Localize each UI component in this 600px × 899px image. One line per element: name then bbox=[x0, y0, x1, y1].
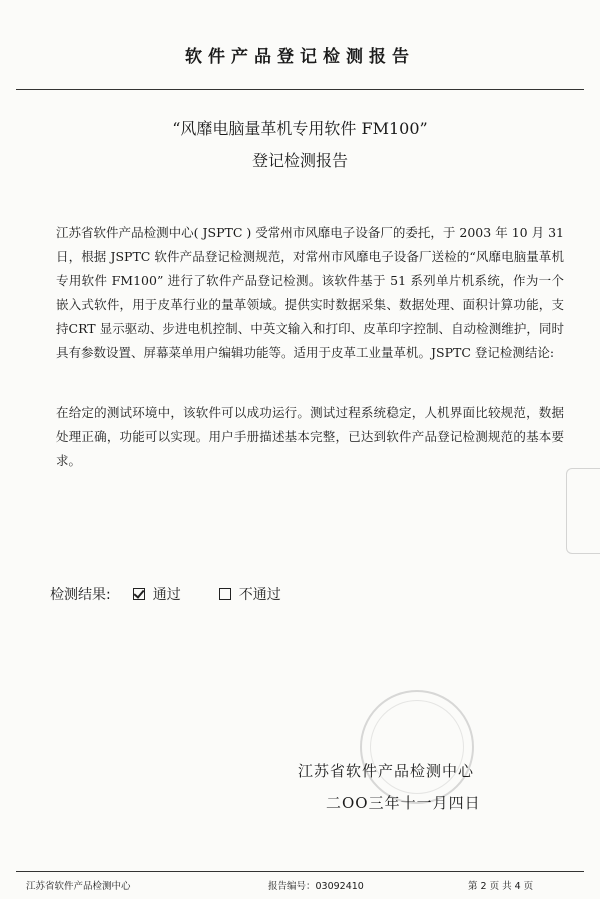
official-seal-stamp bbox=[360, 690, 474, 804]
test-result-row bbox=[50, 584, 319, 604]
pass-label: 通过 bbox=[152, 587, 181, 603]
footer-divider bbox=[16, 871, 584, 872]
fail-label: 不通过 bbox=[238, 587, 281, 603]
header-divider bbox=[16, 89, 584, 90]
result-option-pass bbox=[133, 584, 181, 604]
edge-seal-stamp bbox=[566, 468, 600, 554]
document-title: “风靡电脑量革机专用软件 FM100” bbox=[172, 119, 428, 138]
footer-report-number: 报告编号：03092410 bbox=[268, 881, 364, 892]
signing-organization: 江苏省软件产品检测中心 bbox=[298, 762, 475, 780]
result-option-fail bbox=[219, 584, 281, 604]
body-paragraph-1: 江苏省软件产品检测中心( JSPTC ) 受常州市风靡电子设备厂的委托，于 2003 年 10 月 31 日，根据 JSPTC 软件产品登记检测规范，对常州市风靡电子设备厂送检的“风靡电脑量革机专用软件 FM100” 进行了软件产品登记检测。该软件基于 51 系列单片机系统，作为一个嵌入式软件，用于皮革行业的量革领域。提供实时数据采集、数据处理、面积计算功能，支持CRT 显示驱动、步进电机控制、中英文输入和打印、皮革印字控制、自动检测维护，同时具有参数设置、屏幕菜单用户编辑功能等。适用于皮革工业量革机。JSPTC 登记检测结论: bbox=[56, 225, 564, 360]
result-label: 检测结果: bbox=[50, 587, 111, 603]
checked-box-icon bbox=[133, 588, 145, 600]
header-title: 软件产品登记检测报告 bbox=[185, 47, 415, 67]
document-subtitle: 登记检测报告 bbox=[251, 151, 348, 170]
signing-date: 二OO三年十一月四日 bbox=[326, 794, 481, 812]
footer-organization: 江苏省软件产品检测中心 bbox=[26, 881, 131, 892]
footer-page-number: 第 2 页 共 4 页 bbox=[468, 881, 534, 892]
body-paragraph-2: 在给定的测试环境中，该软件可以成功运行。测试过程系统稳定，人机界面比较规范，数据处理正确，功能可以实现。用户手册描述基本完整，已达到软件产品登记检测规范的基本要求。 bbox=[56, 405, 564, 468]
unchecked-box-icon bbox=[219, 588, 231, 600]
